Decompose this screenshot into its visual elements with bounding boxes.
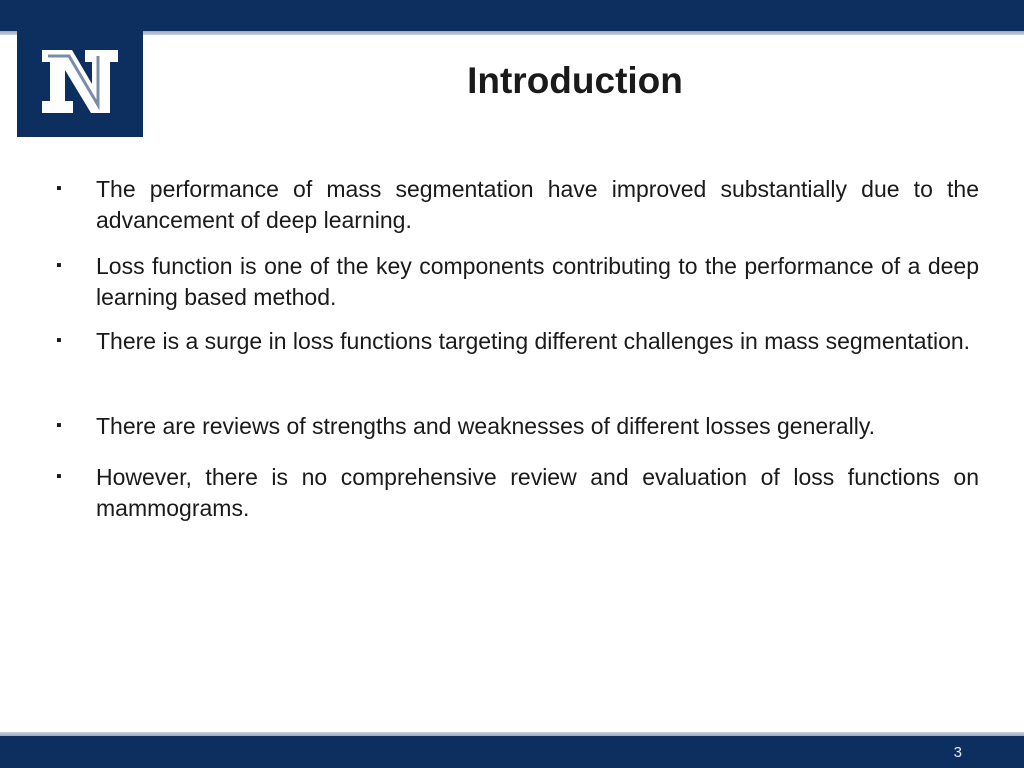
bullet-marker: ▪: [56, 180, 62, 197]
header-divider: [0, 31, 1024, 35]
bullet-text: There is a surge in loss functions targeting different challenges in mass segmentation.: [96, 328, 971, 354]
svg-text:N: N: [79, 104, 81, 105]
university-logo: [17, 26, 143, 137]
header-bar: [0, 0, 1024, 31]
bullet-marker: ▪: [56, 257, 62, 274]
footer-bar: [0, 736, 1024, 768]
page-number: 3: [953, 744, 962, 761]
bullet-text: The performance of mass segmentation have improved substantially due to the advancement of deep learning.: [96, 176, 979, 233]
bullet-text: There are reviews of strengths and weaknesses of different losses generally.: [96, 413, 876, 439]
bullet-marker: ▪: [56, 417, 62, 434]
slide-title: Introduction: [467, 60, 683, 101]
university-n-logo-icon: [17, 26, 143, 137]
bullet-marker: ▪: [56, 468, 62, 485]
bullet-marker: ▪: [56, 332, 62, 349]
bullet-text: However, there is no comprehensive review and evaluation of loss functions on mammograms.: [96, 464, 979, 521]
bullet-text: Loss function is one of the key components contributing to the performance of a deep learning based method.: [96, 253, 979, 310]
